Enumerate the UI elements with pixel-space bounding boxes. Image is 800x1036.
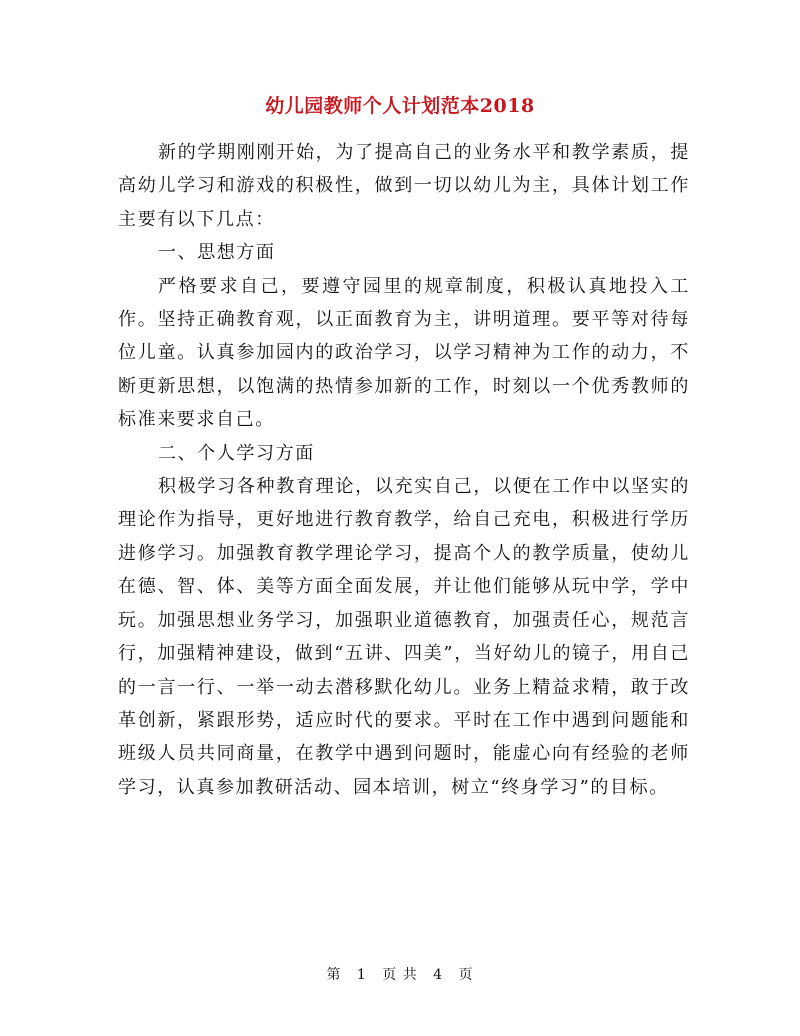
page-label-mid: 页 共 (382, 967, 418, 983)
thought-paragraph: 严格要求自己，要遵守园里的规章制度，积极认真地投入工作。坚持正确教育观，以正面教育为主，讲明道理。要平等对待每位儿童。认真参加园内的政治学习，以学习精神为工作的动力，不断更新思想，以饱满的热情参加新的工作，时刻以一个优秀教师的标准来要求自己。 (118, 275, 690, 431)
document-title: 幼儿园教师个人计划范本2018 (265, 95, 535, 117)
page-label-prefix: 第 (326, 967, 342, 983)
study-paragraph: 积极学习各种教育理论，以充实自己，以便在工作中以坚实的理论作为指导，更好地进行教育教学，给自己充电，积极进行学历进修学习。加强教育教学理论学习，提高个人的教学质量，使幼儿在德、智、体、美等方面全面发展，并让他们能够从玩中学，学中玩。加强思想业务学习，加强职业道德教育，加强责任心，规范言行，加强精神建设，做到“五讲、四美”，当好幼儿的镜子，用自己的一言一行、一举一动去潜移默化幼儿。业务上精益求精，敢于改革创新，紧跟形势，适应时代的要求。平时在工作中遇到问题能和班级人员共同商量，在教学中遇到问题时，能虚心向有经验的老师学习，认真参加教研活动、园本培训，树立“终身学习”的目标。 (118, 476, 690, 798)
section-heading-thought: 一、思想方面 (158, 242, 276, 264)
document-body (118, 136, 690, 804)
current-page-number: 1 (356, 967, 367, 983)
intro-paragraph: 新的学期刚刚开始，为了提高自己的业务水平和教学素质，提高幼儿学习和游戏的积极性，做到一切以幼儿为主，具体计划工作主要有以下几点： (118, 142, 690, 230)
page-label-suffix: 页 (458, 967, 474, 983)
page-footer (0, 965, 800, 985)
section-heading-study: 二、个人学习方面 (158, 442, 315, 464)
total-pages-number: 4 (433, 967, 444, 983)
